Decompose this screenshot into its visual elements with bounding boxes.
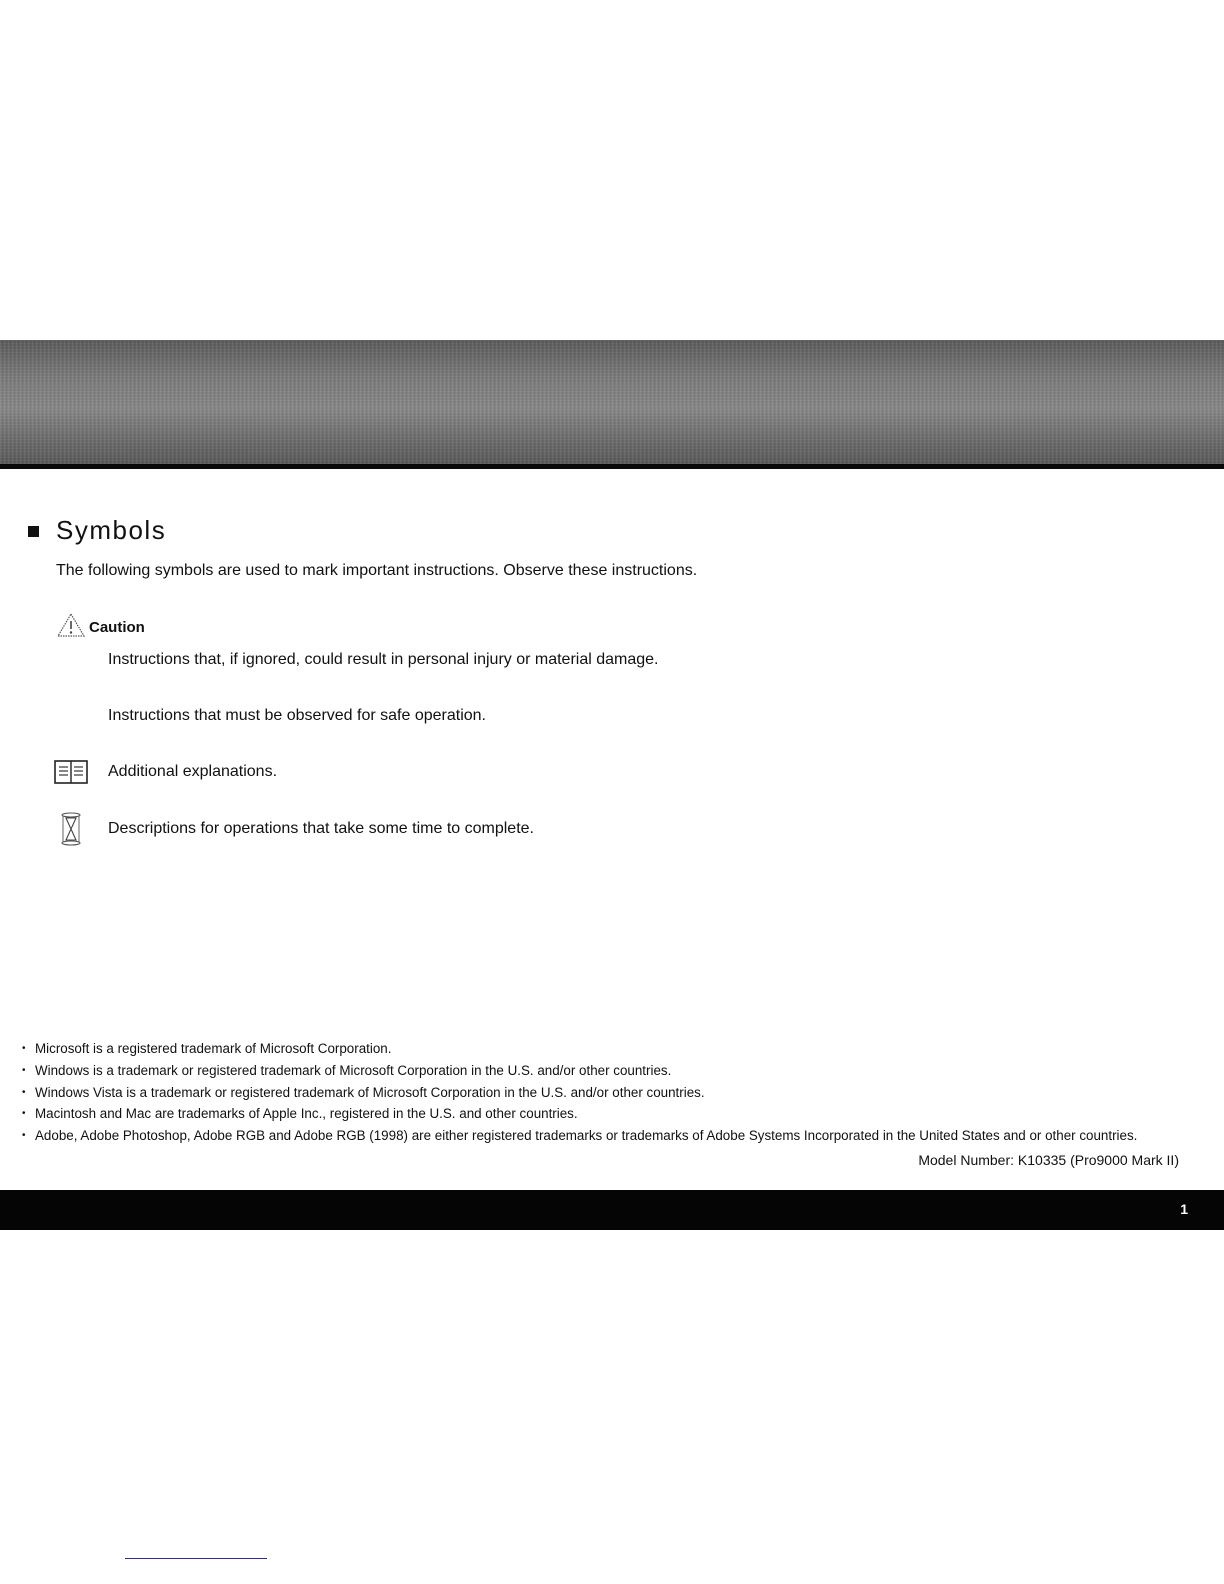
warning-triangle-icon [56, 612, 86, 638]
book-icon [54, 759, 88, 785]
intro-text: The following symbols are used to mark important instructions. Observe these instructions. [56, 562, 698, 579]
page-number: 1 [1180, 1201, 1188, 1217]
operations-text: Descriptions for operations that take some time to complete. [108, 820, 534, 837]
list-item: • Windows is a trademark or registered trademark of Microsoft Corporation in the U.S. and/or other countries. [22, 1060, 1202, 1082]
trademark-list [22, 1038, 1202, 1147]
bottom-rule [125, 1558, 267, 1559]
list-item: • Adobe, Adobe Photoshop, Adobe RGB and Adobe RGB (1998) are either registered trademarks or trademarks of Adobe Systems Incorporated in the United States and or other countries. [22, 1125, 1202, 1147]
caution-heading: Caution [89, 619, 145, 636]
model-number: Model Number: K10335 (Pro9000 Mark II) [918, 1152, 1179, 1168]
header-divider [0, 464, 1224, 469]
section-bullet-square [28, 526, 39, 537]
list-item: • Macintosh and Mac are trademarks of Apple Inc., registered in the U.S. and other countries. [22, 1103, 1202, 1125]
footer-bar [0, 1190, 1224, 1230]
caution-line-1: Instructions that, if ignored, could result in personal injury or material damage. [108, 651, 659, 668]
caution-line-2: Instructions that must be observed for safe operation. [108, 707, 486, 724]
list-item: • Microsoft is a registered trademark of Microsoft Corporation. [22, 1038, 1202, 1060]
header-band [0, 340, 1224, 464]
list-item: • Windows Vista is a trademark or registered trademark of Microsoft Corporation in the U.S. and/or other countries. [22, 1082, 1202, 1104]
section-title: Symbols [56, 515, 167, 545]
hourglass-icon [60, 812, 82, 846]
additional-explanations-text: Additional explanations. [108, 763, 278, 780]
